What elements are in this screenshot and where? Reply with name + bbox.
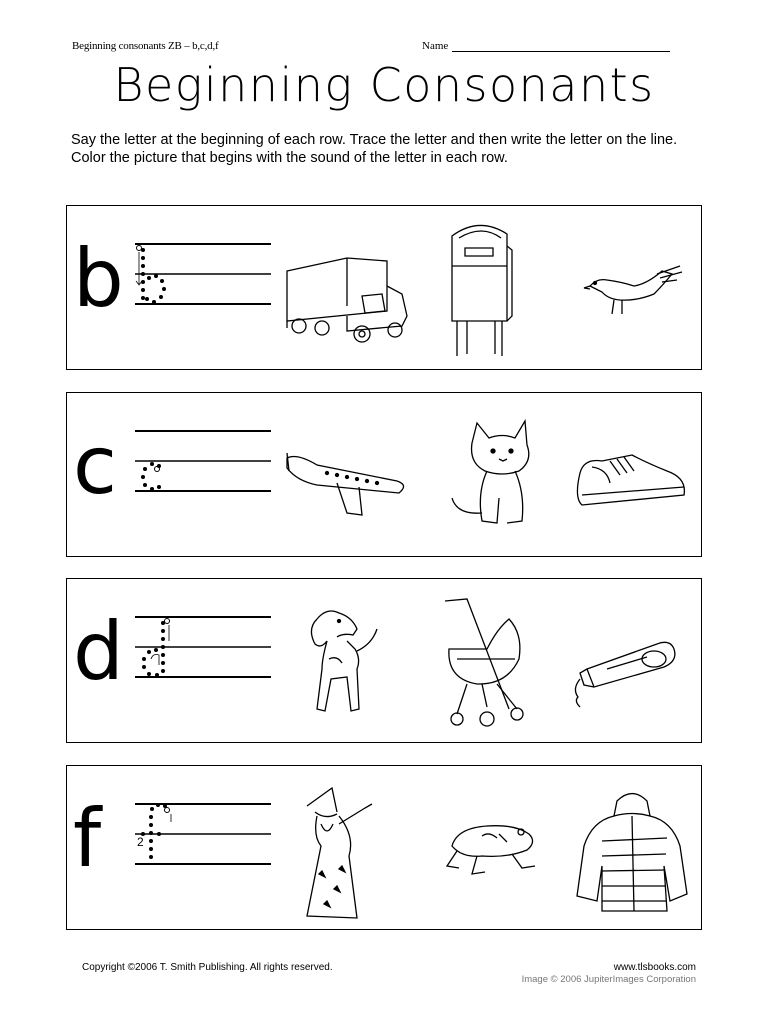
- row-d: [66, 578, 702, 743]
- truck-icon[interactable]: [277, 216, 417, 361]
- bird-icon[interactable]: [562, 216, 702, 361]
- row-b: [66, 205, 702, 370]
- instruction-line-1: Say the letter at the beginning of each row. Trace the letter and then write the letter on the line.: [71, 132, 678, 148]
- trace-lines-c[interactable]: [135, 423, 275, 503]
- shoe-icon[interactable]: [562, 403, 702, 548]
- instruction-line-2: Color the picture that begins with the sound of the letter in each row.: [71, 150, 508, 166]
- cat-icon[interactable]: [427, 403, 567, 548]
- row-f: [66, 765, 702, 930]
- stroller-icon[interactable]: [427, 589, 567, 734]
- jacket-icon[interactable]: [562, 776, 702, 921]
- page-title: Beginning Consonants: [113, 58, 655, 112]
- footer-credits: [522, 962, 696, 985]
- copyright: Copyright ©2006 T. Smith Publishing. All rights reserved.: [82, 962, 333, 973]
- mailbox-icon[interactable]: [427, 216, 567, 361]
- trace-lines-b[interactable]: [135, 236, 275, 316]
- row-letter-f: f: [73, 792, 102, 885]
- trace-lines-f[interactable]: [135, 796, 275, 876]
- row-letter-b: b: [73, 232, 124, 325]
- wizard-icon[interactable]: [277, 776, 417, 921]
- image-credit: Image © 2006 JupiterImages Corporation: [521, 974, 696, 985]
- row-letter-c: c: [73, 419, 117, 512]
- name-field[interactable]: [422, 40, 670, 52]
- frog-icon[interactable]: [427, 776, 567, 921]
- row-letter-d: d: [73, 605, 124, 698]
- worksheet-label: Beginning consonants ZB – b,c,d,f: [72, 40, 219, 52]
- svg-text:2: 2: [137, 835, 144, 849]
- website-link[interactable]: www.tlsbooks.com: [613, 962, 696, 973]
- airplane-icon[interactable]: [277, 403, 417, 548]
- trace-lines-d[interactable]: [135, 609, 275, 689]
- name-line[interactable]: [452, 41, 670, 52]
- row-c: [66, 392, 702, 557]
- instructions: [71, 131, 711, 167]
- toothpaste-icon[interactable]: [562, 589, 702, 734]
- dog-icon[interactable]: [277, 589, 417, 734]
- name-label: Name: [422, 40, 449, 52]
